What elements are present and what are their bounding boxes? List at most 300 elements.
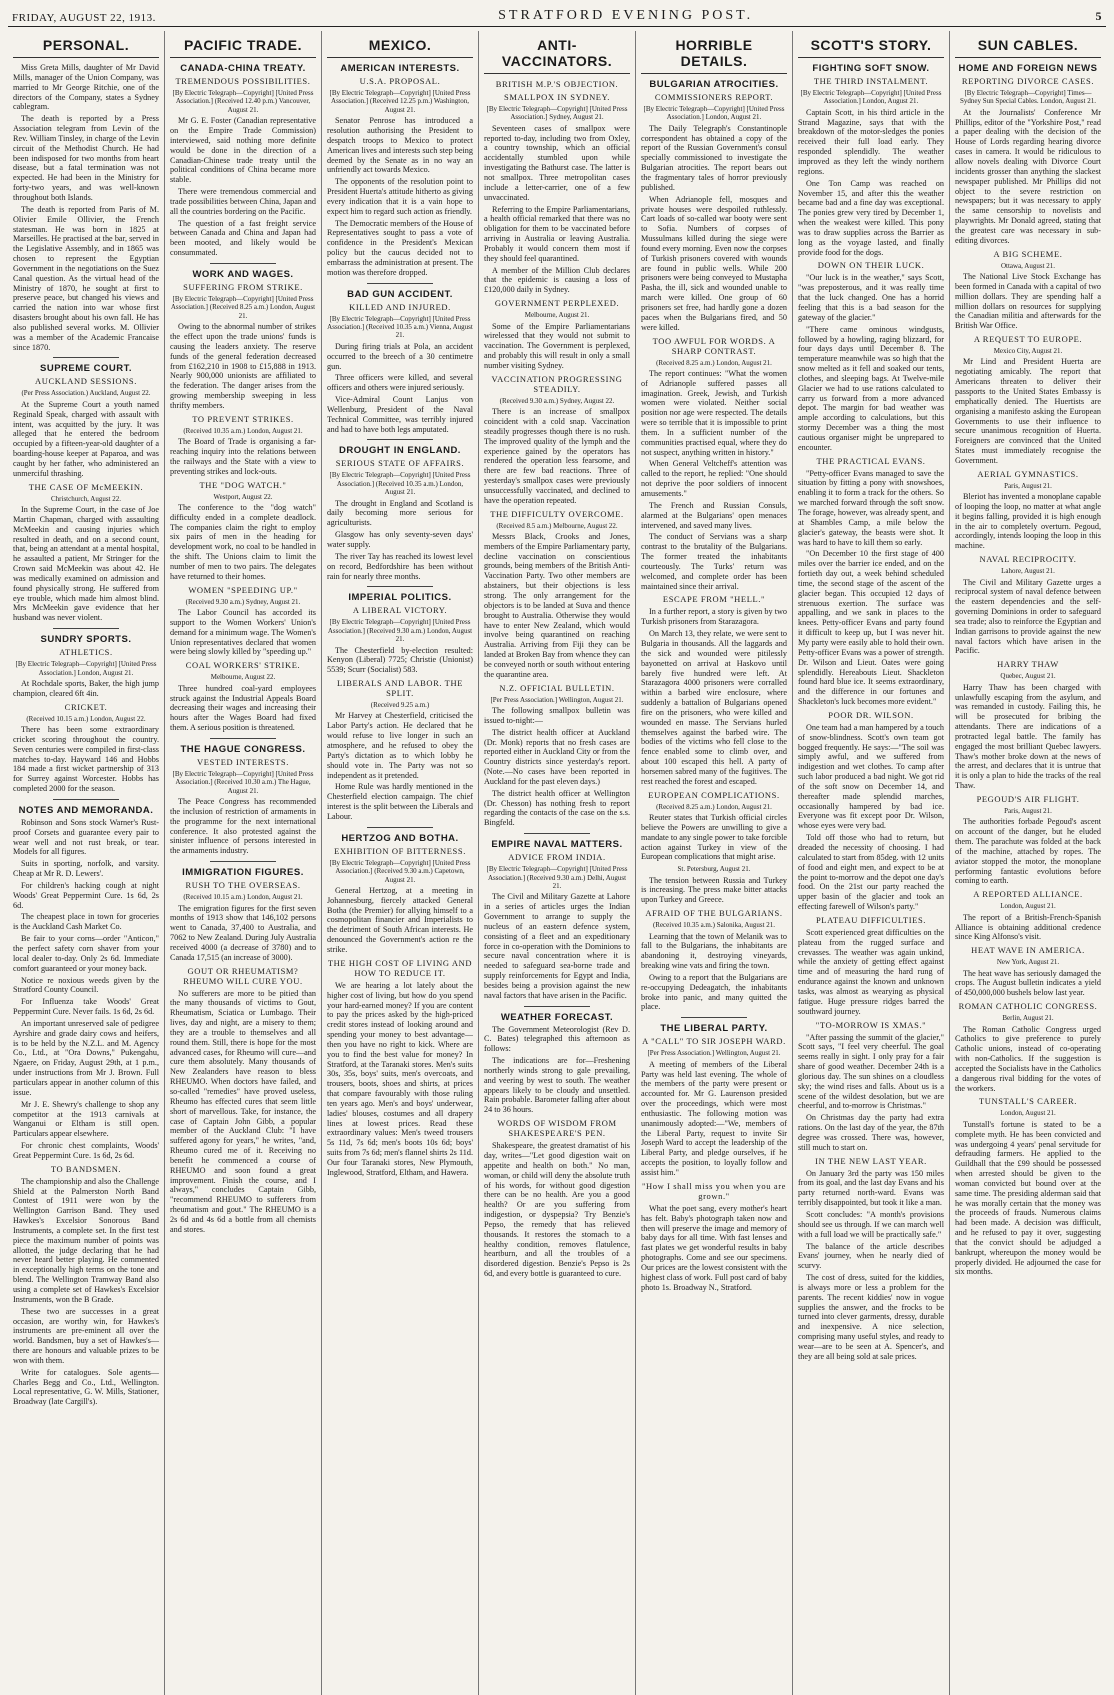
divider bbox=[53, 357, 119, 358]
article-subhead: AFRAID OF THE BULGARIANS. bbox=[645, 908, 783, 919]
article bbox=[955, 554, 1101, 656]
paragraph: Seventeen cases of smallpox were reported to-day, including two from Oxley, a country township, which an official accidentally stumbled upon while investigating the Bathurst case. The latter is not smallpox. Three metropolitan cases include a letter-carrier, one of a few unvaccinated. bbox=[484, 123, 630, 202]
paragraph: An important unreserved sale of pedigree Ayrshire and grade dairy cows and heifers, is to be held by the N.Z.L. and M. Agency Co., Ltd., at "Ora Downs," Pukengahu, Ngaere, on Friday, August 29th, at 1 p.m., under instructions from Mr J. Brown. Full particulars appear in another column of this issue. bbox=[13, 1018, 159, 1097]
article bbox=[798, 260, 944, 452]
article-headline: IMMIGRATION FIGURES. bbox=[182, 867, 304, 879]
paragraph: Write for catalogues. Sole agents—Charles Begg and Co., Ltd., Wellington. Local representative, G. W. Mills, Stationer, Broadway (late Cargill's). bbox=[13, 1367, 159, 1407]
article-body bbox=[170, 437, 316, 476]
article-subhead: A "CALL" TO SIR JOSEPH WARD. bbox=[642, 1036, 786, 1047]
article-headline: AMERICAN INTERESTS. bbox=[340, 63, 460, 74]
paragraph: The Labor Council has accorded its support to the Women Workers' Union's demand for a minimum wage. The Women's Union representatives declared that women were being slowly killed by "speeding up." bbox=[170, 608, 316, 657]
article-subhead: TO PREVENT STRIKES. bbox=[192, 413, 294, 424]
dateline: (Received 9.30 a.m.) Sydney, August 22. bbox=[499, 396, 615, 405]
dateline: [By Electric Telegraph—Copyright] [United Press Association.] Sydney, August 21. bbox=[486, 105, 628, 122]
article-body bbox=[798, 469, 944, 707]
article-body bbox=[170, 904, 316, 963]
article-body bbox=[484, 892, 630, 1000]
dateline: St. Petersburg, August 21. bbox=[677, 865, 751, 874]
article-subhead: ESCAPE FROM "HELL." bbox=[662, 594, 766, 605]
article-body bbox=[13, 725, 159, 794]
article-headline: HERTZOG AND BOTHA. bbox=[341, 832, 459, 844]
article-headline: BULGARIAN ATROCITIES. bbox=[649, 79, 779, 90]
article-body bbox=[170, 989, 316, 1235]
paragraph: The death is reported from Paris of M. Olivier Emile Ollivier, the French statesman. He was born in 1825 at Marseilles. He practised at the bar, served in the Legislative Assembly, and in 1865 was chosen to represent the Egyptian Government in the negotiations on the Suez Canal question. As the virtual head of the Ministry of 1870, he sought at first to preserve peace, but changed his views and carried the nation into war whose first disasters brought about his own fall. He has also published several works. M. Ollivier was a member of the Academic Francaise since 1870. bbox=[13, 204, 159, 352]
article-body bbox=[327, 646, 473, 676]
article bbox=[13, 363, 159, 478]
column-header: PERSONAL. bbox=[13, 31, 159, 58]
paragraph: The emigration figures for the first seven months of 1913 show that 146,102 persons went to Canada, 37,400 to Australia, and 7062 to New Zealand. During July Australia received 4000 (a decrease of 3780) and to Canada 17,515 (an increase of 3000). bbox=[170, 903, 316, 962]
article-subhead: VACCINATION PROGRESSING STEADILY. bbox=[491, 373, 623, 394]
paragraph: A member of the Million Club declares that the epidemic is causing a loss of £120,000 daily in Sydney. bbox=[484, 265, 630, 295]
article-body bbox=[641, 813, 787, 862]
column bbox=[950, 31, 1106, 1695]
article-subhead: PLATEAU DIFFICULTIES. bbox=[815, 914, 927, 925]
article-subhead: ROMAN CATHOLIC CONGRESS. bbox=[958, 1001, 1098, 1012]
dateline: London, August 21. bbox=[1000, 1109, 1056, 1118]
article bbox=[170, 966, 316, 1235]
article-headline: DROUGHT IN ENGLAND. bbox=[339, 445, 461, 457]
paragraph: The French and Russian Consuls, alarmed at the Bulgarians' open menaces intervened, and saved many lives. bbox=[641, 500, 787, 530]
divider bbox=[524, 1006, 590, 1007]
article bbox=[170, 744, 316, 856]
paragraph: Robinson and Sons stock Warner's Rust-proof Corsets and guarantee every pair to wear well and not rust break, or tear. Models for all figures. bbox=[13, 817, 159, 857]
paragraph: Some of the Empire Parliamentarians wirelessed that they would not submit to vaccination. The Government is perplexed, and probably this will result in only a small number visiting Sydney. bbox=[484, 321, 630, 370]
paragraph: Mr J. E. Shewry's challenge to shop any competitor at the 1913 carnivals at Wanganui or Eltham is still open. Particulars appear elsewhere. bbox=[13, 1099, 159, 1139]
divider bbox=[53, 628, 119, 629]
dateline: (Received 9.30 a.m.) Sydney, August 21. bbox=[185, 597, 301, 606]
paragraph: Three hundred coal-yard employees struck against the Industrial Appeals Board decreasing their wages and increasing their hours after the Wages Board had fixed them. A serious position is threatened. bbox=[170, 683, 316, 733]
article-body bbox=[641, 876, 787, 906]
article-headline: NOTES AND MEMORANDA. bbox=[18, 804, 154, 816]
dateline: [Per Press Association.] Wellington, August 21. bbox=[647, 1049, 781, 1058]
article bbox=[641, 865, 787, 905]
article bbox=[327, 592, 473, 675]
article bbox=[170, 269, 316, 411]
paragraph: Owing to the abnormal number of strikes the effect upon the trade unions' funds is causing the leaders anxiety. The reserve funds of the general federation decreased from £162,210 in 1908 to £15,888 in 1913. Nearly 900,000 unionists are affiliated to the federation. The danger arises from the growing membership sweeping in less thrifty members. bbox=[170, 322, 316, 410]
dateline: [By Electric Telegraph—Copyright] [United Press Association.] (Received 10.30 a.m.) The Hague, August 21. bbox=[172, 769, 314, 795]
paragraph: Vice-Admiral Count Lanjus von Wellenburg, President of the Naval Technical Committee, was terribly injured and had to have both legs amputated. bbox=[327, 395, 473, 434]
article-body bbox=[170, 116, 316, 258]
article-subhead: SUFFERING FROM STRIKE. bbox=[183, 281, 303, 292]
dateline: New York, August 21. bbox=[996, 958, 1060, 967]
paragraph: The conduct of Servians was a sharp contrast to the brutality of the Bulgarians. The former treated the inhabitants courteously. The Turks' return was welcomed, and complete order has been maintained since their arrival. bbox=[641, 532, 787, 591]
article-body bbox=[484, 322, 630, 371]
paragraph: The district health officer at Auckland (Dr. Monk) reports that no fresh cases are reported either in Auckland City or from the Country districts since yesterday's report. (Note.—No cases have been reported in Auckland for the past eleven days.) bbox=[484, 727, 630, 786]
article-subhead: THE HIGH COST OF LIVING AND HOW TO REDUCE IT. bbox=[327, 957, 473, 978]
dateline: Mexico City, August 21. bbox=[993, 347, 1063, 356]
column-header: ANTI-VACCINATORS. bbox=[484, 31, 630, 74]
paragraph: Referring to the Empire Parliamentarians, a health official remarked that there was no obligation for them to be vaccinated before arriving in Australia or leaving Australia. Probably it would concern them most if they should feel quarantined. bbox=[484, 204, 630, 263]
paragraph: Shakespeare, the greatest dramatist of his day, writes—"Let good digestion wait on appetite and health on both." No man, woman, or child will deny the absolute truth of his words, for without good digestion there can be no health. Are you a good health? Or are you suffering from indigestion, or dyspepsia? Try Benzie's Pepso, the remedy that has relieved thousands. It restores the stomach to a healthy condition, removes flatulence, heartburn, and all the troubles of a disordered digestion. Benzie's Pepso is 2s 6d, and every bottle is guaranteed to cure. bbox=[484, 1141, 630, 1279]
article bbox=[170, 414, 316, 477]
article-body bbox=[955, 578, 1101, 657]
article-headline: WORK AND WAGES. bbox=[192, 268, 294, 280]
paragraph: The Democratic members of the House of Representatives sought to pass a vote of confidence in the President's Mexican policy but the caucus decided not to embarrass the administration at present. The motion was therefore dropped. bbox=[327, 218, 473, 277]
article-subhead: TUNSTALL'S CAREER. bbox=[978, 1096, 1078, 1107]
paragraph: One Ton Camp was reached on November 15, and after this the weather became bad and a fine day was exceptional. The ponies grew very tired by December 1, when the weakest were killed. This pony was to draw supplies across the Barrier as long as the voyage lasted, and finally provide food for the dogs. bbox=[798, 178, 944, 257]
dateline: [By Electric Telegraph—Copyright] [United Press Association.] (Received 12.25 p.m.) Washington, August 21. bbox=[329, 89, 471, 114]
paragraph: Glasgow has only seventy-seven days' water supply. bbox=[327, 530, 473, 549]
article-subhead: HARRY THAW bbox=[997, 659, 1059, 670]
article-headline: THE HAGUE CONGRESS. bbox=[180, 743, 306, 755]
article bbox=[327, 958, 473, 1178]
paragraph: A meeting of members of the Liberal Party was held last evening. The whole of the members of the party were present or accounted for. Mr G. Laurenson presided over the proceedings, which were most enthusiastic. The following motion was unanimously adopted:—"We, members of the Liberal Party, request to invite Sir Joseph Ward to accept the leadership of the Liberal Party, and pledge ourselves, if he accepts the position, to loyally follow and assist him." bbox=[641, 1059, 787, 1177]
paragraph: The cheapest place in town for groceries is the Auckland Cash Market Co. bbox=[13, 912, 159, 932]
article bbox=[484, 839, 630, 1000]
dateline: Lahore, August 21. bbox=[1001, 567, 1055, 576]
article-body bbox=[484, 124, 630, 295]
article bbox=[13, 482, 159, 624]
article-subhead: PEGOUD'S AIR FLIGHT. bbox=[976, 793, 1080, 804]
article-subhead: EXHIBITION OF BITTERNESS. bbox=[334, 845, 466, 856]
article-subhead: WORDS OF WISDOM FROM SHAKESPEARE'S PEN. bbox=[497, 1118, 617, 1139]
article-body bbox=[955, 272, 1101, 331]
dateline: London, August 21. bbox=[1000, 902, 1056, 911]
page-number: 5 bbox=[1095, 9, 1102, 23]
paragraph: The report continues: "What the women of Adrianople suffered passes all imagination. Greek, Jewish, and Turkish women were violated. Neither social position nor age were respected. The details were so terrible that it is impossible to print them. In a sufficient number of the communities practised equal, where they do not suspect, anything written in history." bbox=[641, 368, 787, 457]
article bbox=[641, 908, 787, 1012]
article bbox=[170, 480, 316, 582]
dateline: Berlin, August 21. bbox=[1002, 1014, 1054, 1023]
paragraph: Bleriot has invented a monoplane capable of looping the loop, no matter at what angle it begins falling, provided it is high enough in the air to completely overturn. Pegoud, accordingly, intends looping the loop in this machine. bbox=[955, 492, 1101, 551]
article-subhead: WOMEN "SPEEDING UP." bbox=[188, 584, 298, 595]
paragraph: In the Supreme Court, in the case of Joe Martin Chapman, charged with assaulting McMeekin and causing injuries which resulted in death, and on a second count, that, being an attendant at a mental hospital, he assaulted a patient, Mr Stringer for the Crown said McMeekin was about 42. He was medically examined on admission and found physically strong. He suffered from eye trouble, which made him almost blind. Mrs McMeekin gave evidence that her husband was never violent. bbox=[13, 505, 159, 623]
article-subhead: GOUT OR RHEUMATISM? RHEUMO WILL CURE YOU. bbox=[183, 965, 303, 986]
article bbox=[798, 456, 944, 707]
paragraph: Tunstall's fortune is stated to be a complete myth. He has been convicted and was undergoing 4 years' penal servitude for defrauding farmers. He applied to the Guildhall that the £99 should be possessed when arrested should be given to the woman convicted but bound over at the same time. The presiding alderman said that he was morally certain that the money was the proceeds of frauds. Numerous claims had been made. A decision was difficult, and he refused to pay it over, suggesting that the convict should be adjudged a bankrupt, whereupon the money would be properly divided. He adjourned the case for six months. bbox=[955, 1119, 1101, 1277]
paragraph: Senator Penrose has introduced a resolution authorising the President to despatch troops to Mexico to protect American lives and interests such step being deemed by the Senate as in no way an unfriendly act towards Mexico. bbox=[327, 116, 473, 175]
article-headline: SUNDRY SPORTS. bbox=[40, 634, 132, 646]
article-body bbox=[327, 711, 473, 821]
paragraph: The heat wave has seriously damaged the crops. The August bulletin indicates a yield of 450,000,000 bushels below last year. bbox=[955, 968, 1101, 998]
column bbox=[8, 31, 165, 1695]
dateline: [By Electric Telegraph—Copyright] [United Press Association.] (Received 12.40 p.m.) Vancouver, August 21. bbox=[172, 89, 314, 114]
article-body bbox=[484, 532, 630, 680]
paragraph: "After passing the summit of the glacier," Scott says, "I feel very cheerful. The goal seems really in sight. I only pray for a fair share of good weather. December 24th is a glorious day. The sun shines on a cloudless sky; the wind rises and falls. About us is a scene of the wildest desolation, but we are cheerful, and to-morrow is Christmas." bbox=[798, 1032, 944, 1111]
article-body bbox=[955, 913, 1101, 943]
paragraph: The Chesterfield by-election resulted: Kenyon (Liberal) 7725; Christie (Unionist) 5539; Scurr (Socialist) 583. bbox=[327, 645, 473, 675]
column-header: SUN CABLES. bbox=[955, 31, 1101, 58]
article-headline: FIGHTING SOFT SNOW. bbox=[812, 63, 930, 74]
paragraph: The Peace Congress has recommended the inclusion of restriction of armaments in the programme for the next international conference. It also protested against the sinister influence of persons interested in the armaments industry. bbox=[170, 797, 316, 856]
article bbox=[955, 889, 1101, 942]
paragraph: Home Rule was hardly mentioned in the Chesterfield election campaign. The chief interest is the split between the Liberals and Labour. bbox=[327, 782, 473, 821]
article-body bbox=[955, 969, 1101, 999]
article-subhead: THE "DOG WATCH." bbox=[199, 479, 287, 490]
dateline: [By Electric Telegraph—Copyright] [United Press Association.] London, August 21. bbox=[800, 89, 942, 106]
article-body bbox=[641, 124, 787, 333]
article-body bbox=[641, 1204, 787, 1293]
article bbox=[955, 1096, 1101, 1277]
article bbox=[13, 805, 159, 1161]
dateline: [By Electric Telegraph—Copyright] Times—Sydney Sun Special Cables. London, August 21. bbox=[960, 89, 1096, 106]
paragraph: The authorities forbade Pegoud's ascent on account of the danger, but he eluded them. The parachute was folded at the back of the machine, attached by ropes. The aviator stopped the motor, the monoplane performing fantastic evolutions before coming to earth. bbox=[955, 817, 1101, 886]
article bbox=[327, 63, 473, 278]
paragraph: We are hearing a lot lately about the higher cost of living, but how do you spend your hard-earned money? If you are content to pay the prices asked by the high-priced credit stores instead of looking around and spending your money to best advantage—then you have no right to kick. Where are you to find the best value for money? In Stratford, at the Taranaki stores. Men's suits 30s, 35s, boys' suits, men's overcoats, and trousers, boots, shoes and shirts, at prices that compare favourably with those ruling ten years ago. Men's and boys' underwear, ladies' blouses, costumes and all drapery lines at lowest prices. Read these extraordinary values: Men's tweed trousers 5s 11d, 7s 6d; men's boots 10s 6d; boys' suits from 7s 6d; men's flannel shirts 2s 11d. Our four Taranaki stores, New Plymouth, Inglewood, Stratford, Eltham, and Hawera. bbox=[327, 980, 473, 1177]
divider bbox=[367, 827, 433, 828]
article-body bbox=[327, 886, 473, 955]
paragraph: The indications are for—Freshening northerly winds strong to gale prevailing, and veering by west to south. The weather appears likely to be cloudy and unsettled. Rain probable. Barometer falling after about 24 to 36 hours. bbox=[484, 1056, 630, 1115]
dateline: (Received 9.25 a.m.) bbox=[370, 701, 430, 710]
article-body bbox=[327, 499, 473, 582]
paragraph: Be fair to your corns—order "Anticon," the perfect safety corn shaver from your local dealer to-day. Only 2s 6d. Immediate comfort guaranteed or your money back. bbox=[13, 934, 159, 973]
paragraph: At the Journalists' Conference Mr Phillips, editor of the "Yorkshire Post," read a paper dealing with the decision of the House of Lords regarding hearing divorce cases in camera. It would be ridiculous to allow novels dealing with Divorce Court incidents grosser than anything the slackest newspaper published. Mr Phillips did not object to the severe restriction on newspapers; but it was necessary to apply the same censorship to novelists and playwrights. Mr Donald agreed, stating that the greatest care was necessary in sub-editing divorces. bbox=[955, 107, 1101, 245]
paragraph: The Government Meteorologist (Rev D. C. Bates) telegraphed this afternoon as follows: bbox=[484, 1024, 630, 1054]
article-body bbox=[641, 607, 787, 786]
paragraph: The question of a fast freight service between Canada and China and Japan had been mooted, and likely would be consummated. bbox=[170, 218, 316, 258]
article-body bbox=[170, 684, 316, 733]
article bbox=[484, 1118, 630, 1279]
article-subhead: THE PRACTICAL EVANS. bbox=[816, 455, 926, 466]
column bbox=[165, 31, 322, 1695]
article bbox=[327, 289, 473, 435]
article bbox=[641, 594, 787, 786]
article-body bbox=[641, 1060, 787, 1178]
article-subhead: REPORTING DIVORCE CASES. bbox=[961, 76, 1095, 86]
paragraph: Reuter states that Turkish official circles believe the Powers are unwilling to give a mandate to any single power to take forcible action against Turkey in view of the European complications that might arise. bbox=[641, 813, 787, 862]
dateline: Ottawa, August 21. bbox=[1000, 261, 1056, 270]
paragraph: Owing to a report that the Bulgarians are re-occupying Dedeagatch, the inhabitants broke into panic, and many quitted the place. bbox=[641, 972, 787, 1012]
dateline: [By Electric Telegraph—Copyright] [United Press Association.] London, August 21. bbox=[15, 660, 157, 677]
article-headline: HOME AND FOREIGN NEWS bbox=[958, 63, 1098, 74]
paragraph: The following smallpox bulletin was issued to-night:— bbox=[484, 706, 630, 725]
article-body bbox=[170, 797, 316, 856]
dateline: Christchurch, August 22. bbox=[51, 494, 121, 503]
paragraph: What the poet sang, every mother's heart has felt. Baby's photograph taken now and then will preserve the image and memory of baby days for all time. With fast lenses and fast plates we get wonderful results in baby photographs. Come and see our specimens. Our prices are the lowest consistent with the highest class of work. Full post card of baby photo 1s. Broadway N., Stratford. bbox=[641, 1203, 787, 1292]
column-header: HORRIBLE DETAILS. bbox=[641, 31, 787, 74]
article-headline: THE LIBERAL PARTY. bbox=[660, 1023, 768, 1035]
paragraph: On Christmas day the party had extra rations. On the last day of the year, the 87th degree was crossed. There was, however, still much to start on. bbox=[798, 1113, 944, 1152]
article-body bbox=[955, 683, 1101, 791]
article-subhead: IN THE NEW LAST YEAR. bbox=[815, 1155, 927, 1166]
article-body bbox=[484, 1141, 630, 1279]
article-subhead: U.S.A. PROPOSAL. bbox=[359, 76, 441, 86]
article bbox=[484, 1012, 630, 1116]
article-subhead: A REPORTED ALLIANCE. bbox=[973, 889, 1083, 900]
paragraph: Captain Scott, in his third article in the Strand Magazine, says that with the breakdown of the motor-sledges the ponies received their full load early. They responded splendidly. The weather improved as they left the windy northern regions. bbox=[798, 107, 944, 176]
paragraph: The Roman Catholic Congress urged Catholics to give preference to purely Catholic unions, instead of co-operating with non-Catholics. If the suggestion is accepted the Socialists have in the Catholics a dangerous rival bidding for the votes of the workers. bbox=[955, 1024, 1101, 1093]
article-body bbox=[13, 63, 159, 352]
column bbox=[322, 31, 479, 1695]
masthead bbox=[8, 6, 1106, 27]
issue-date: FRIDAY, AUGUST 22, 1913. bbox=[12, 12, 156, 24]
article-body bbox=[955, 1025, 1101, 1094]
paragraph: The opponents of the resolution point to President Huerta's attitude hitherto as giving every indication that it is a vain hope to expect him to regard such action as friendly. bbox=[327, 177, 473, 216]
article bbox=[170, 585, 316, 658]
dateline: (Received 10.35 a.m.) Salonika, August 21. bbox=[652, 921, 776, 930]
paragraph: "Petty-officer Evans managed to save the situation by fitting a pony with snowshoes, enabling it to form a track for the others. So we marched forward through the soft snow. The forage, however, was already spent, and at Shambles Camp, a mile below the glacier's gateway, the beasts were shot. It was hard to have to kill them so early. bbox=[798, 468, 944, 547]
paragraph: The Daily Telegraph's Constantinople correspondent has obtained a copy of the report of the Russian Government's consul specially commissioned to investigate the Bulgarian atrocities. The report bears out the fragmentary tales of horror previously published. bbox=[641, 123, 787, 192]
paragraph: The Civil and Military Gazette at Lahore in a series of articles urges the Indian Government to arrange to supply the nucleus of an eastern defence system, consisting of a fleet and an expeditionary force in co-operation with the Dominions to secure naval concentration where it is needed to safeguard sea-borne trade and supply reinforcements for Egypt and India, besides being a provision against the new naval factors that have arisen in the Pacific. bbox=[484, 892, 630, 1000]
paragraph: The district health officer at Wellington (Dr. Chesson) has nothing fresh to report regarding the contacts of the case on the s.s. Bingfeld. bbox=[484, 788, 630, 828]
dateline: [By Electric Telegraph—Copyright] [United Press Association.] (Received 9.30 a.m.) London, August 21. bbox=[327, 618, 473, 644]
paragraph: The National Live Stock Exchange has been formed in Canada with a capital of two million dollars. They are spending half a million dollars on resources for supplying the Canadian militia and afterwards for the British War Office. bbox=[955, 271, 1101, 331]
dateline: Melbourne, August 21. bbox=[524, 311, 590, 320]
dateline: (Received 8.25 a.m.) London, August 21. bbox=[656, 802, 772, 811]
article-subhead: AUCKLAND SESSIONS. bbox=[35, 376, 137, 387]
article-subhead: POOR DR. WILSON. bbox=[828, 709, 914, 720]
article-subhead: LIBERALS AND LABOR. THE SPLIT. bbox=[336, 678, 464, 699]
paragraph: The cost of dress, suited for the kiddies, is always more or less a problem for the parents. The recent kiddies' now in vogue supplies the answer, and the frocks to be turned into clever garments, dressy, durable and inexpensive. A nice selection, comprising many useful styles, and ready to wear—are to be seen at A. Spencer's, and they are all being sold at sale prices. bbox=[798, 1273, 944, 1361]
paragraph: "There came ominous windgusts, followed by a howling, raging blizzard, for four days days until December 8. The temperature meanwhile was so high that the snow melted as it fell and soaked our tents, clothes, and sleeping bags. At Twelve-mile Glacier we had to use rations calculated to carry us forward from a more advanced depot. The margin for bad weather was ample according to calculations, but this stormy December was a thing the most cautious organiser might be unprepared to encounter. bbox=[798, 324, 944, 452]
article-body bbox=[13, 1177, 159, 1407]
dateline: (Received 10.15 a.m.) London, August 22. bbox=[26, 714, 146, 723]
dateline: (Received 10.35 a.m.) London, August 21. bbox=[183, 426, 303, 435]
article-subhead: COMMISSIONERS REPORT. bbox=[654, 92, 774, 102]
paragraph: For children's hacking cough at night Woods' Great Peppermint Cure. 1s 6d, 2s 6d. bbox=[13, 880, 159, 910]
paragraph: Scott concludes: "A month's provisions should see us through. If we can march well with a full load we will be practically safe." bbox=[798, 1210, 944, 1239]
paper-name: STRATFORD EVENING POST. bbox=[498, 8, 754, 23]
article-subhead: TO BANDSMEN. bbox=[50, 1163, 122, 1174]
dateline: (Per Press Association.) Auckland, August 22. bbox=[21, 389, 151, 398]
paragraph: Mr Lind and President Huerta are negotiating amicably. The report that Americans threaten to deliver their passports to the United States Embassy is emphatically denied. The Huertists are organising a manifesto asking the European Governments to use their influence to secure unanimous recognition of Huerta. Foreigners are convinced that the United States must immediately recognise the Government. bbox=[955, 357, 1101, 465]
dateline: Paris, August 21. bbox=[1004, 481, 1052, 490]
divider bbox=[524, 833, 590, 834]
dateline: (Received 8.25 a.m.) London, August 21. bbox=[656, 358, 772, 367]
paragraph: The tension between Russia and Turkey is increasing. The press make bitter attacks upon Turkey and Greece. bbox=[641, 875, 787, 905]
article bbox=[955, 794, 1101, 886]
article-subhead: N.Z. OFFICIAL BULLETIN. bbox=[499, 682, 615, 693]
article-body bbox=[798, 723, 944, 912]
paragraph: The championship and also the Challenge Shield at the Palmerston North Band Contest of 1911 were won by the Wellington Garrison Band. They used Hawkes's Excelsior Sonorous Band Instruments, a complete set. In the first test piece the maximum number of points was allotted, the judge declaring that he had never heard better playing. He commented in exceptionally high terms on the tone and blend. The Wellington Tramway Band also using a complete set of Hawkes's Excelsior Instruments, won the B Grade. bbox=[13, 1176, 159, 1304]
article bbox=[955, 1001, 1101, 1093]
article-subhead: AERIAL GYMNASTICS. bbox=[977, 468, 1079, 479]
paragraph: Mr G. E. Foster (Canadian representative on the Empire Trade Commission) interviewed, said nothing more definite would be done in the direction of a Canadian-Chinese trade treaty until the political conditions of China became more stable. bbox=[170, 116, 316, 185]
article-body bbox=[13, 679, 159, 699]
paragraph: These two are successes in a great occasion, are worthy win, for Hawkes's instruments are pre-eminent all over the world. Bandsmen, buy a set of Hawkes's—there are honours and valuable prizes to be won with them. bbox=[13, 1306, 159, 1365]
paragraph: Three officers were killed, and several officers and others were injured seriously. bbox=[327, 373, 473, 393]
article-body bbox=[13, 818, 159, 1161]
column-header: SCOTT'S STORY. bbox=[798, 31, 944, 58]
article bbox=[484, 683, 630, 829]
article bbox=[955, 63, 1101, 246]
article bbox=[955, 249, 1101, 331]
column bbox=[793, 31, 950, 1695]
paragraph: The conference to the "dog watch" difficulty ended in a complete deadlock. The companies claim the right to employ six pairs of men in the heading for development work, no coal to be handled in the shift. The Unions claim to limit the number of men to two pairs. The delegates have returned to their homes. bbox=[170, 502, 316, 581]
column-header: MEXICO. bbox=[327, 31, 473, 58]
article-subhead: NAVAL RECIPROCITY. bbox=[979, 554, 1077, 565]
article-subhead: HEAT WAVE IN AMERICA. bbox=[971, 945, 1085, 956]
paragraph: One team had a man hampered by a touch of snow-blindness. Scott's own team got bogged frequently. He says:—"The soil was simply awful, and we suffered from indigestion and wet clothes. To camp after such labor produced a bad night. We got rid of the soft snow on December 14, and thereafter made splendid marches, occasionally hampered by bad ice. Everyone was fit except poor Dr. Wilson, whose eyes were very bad. bbox=[798, 722, 944, 831]
article-subhead: A BIG SCHEME. bbox=[993, 248, 1063, 259]
article bbox=[798, 1020, 944, 1153]
article bbox=[955, 945, 1101, 998]
paragraph: When Adrianople fell, mosques and private houses were despoiled ruthlessly. Cart loads of so-called war booty were sent to Sofia. Numbers of corpses of Mussulmans killed during the siege were found every morning. Even now the corpses of Turkish prisoners covered with wounds are found in public wells. While 200 prisoners were being conveyed to Mustapha Pasha, the ill, sick and wounded unable to march were killed. One group of 60 prisoners set free, had hardly gone a dozen paces when the Bulgarians fired, and 50 were killed. bbox=[641, 194, 787, 332]
column bbox=[636, 31, 793, 1695]
article-body bbox=[327, 342, 473, 435]
article-subhead: GOVERNMENT PERPLEXED. bbox=[494, 298, 620, 309]
article-headline: EMPIRE NAVAL MATTERS. bbox=[491, 839, 623, 851]
article-subhead: RUSH TO THE OVERSEAS. bbox=[185, 880, 301, 891]
paragraph: Told off those who had to return, but dreaded the necessity of choosing. I had calculated to start from 85deg. with 12 units of food and eight men, and expect to be at the point to-morrow and the depot one day's food. On the 21st our party reached the upper basin of the glacier and took an effecting farewell of Wilson's party." bbox=[798, 833, 944, 912]
dateline: [Per Press Association.] Wellington, August 21. bbox=[490, 695, 624, 704]
paragraph: At Rochdale sports, Baker, the high jump champion, cleared 6ft 4in. bbox=[13, 678, 159, 698]
divider bbox=[367, 586, 433, 587]
article-body bbox=[327, 116, 473, 278]
paragraph: There is an increase of smallpox coincident with a cold snap. Vaccination steadily progresses though there is no rush. The improved quality of the lymph and the experience gained by the operators has rendered the operation less fearsome, and there are few bad reactions. Three of yesterday's smallpox cases were previously unsuccessfully vaccinated, and declined to have the operation repeated. bbox=[484, 407, 630, 505]
paragraph: There were tremendous commercial and trade possibilities between China, Japan and all the countries bordering on the Pacific. bbox=[170, 187, 316, 216]
article-body bbox=[170, 503, 316, 582]
article-body bbox=[798, 1033, 944, 1153]
paragraph: "Our luck is in the weather," says Scott, "was preposterous, and it was really time that the luck changed. One has a horrid feeling that this is a bad season for the gateway of the glacier." bbox=[798, 273, 944, 322]
article-subhead: THE THIRD INSTALMENT. bbox=[813, 76, 929, 86]
paragraph: Miss Greta Mills, daughter of Mr David Mills, manager of the Union Company, was married to Mr George Ritchie, one of the directors of the Company, states a Sydney cablegram. bbox=[13, 63, 159, 112]
paragraph: The balance of the article describes Evans' journey, when he nearly died of scurvy. bbox=[798, 1241, 944, 1271]
paragraph: The death is reported by a Press Association telegram from Levin of the Rev. William Tinsley, in charge of the Levin circuit of the Methodist Church. He had been indisposed for two months from heart disease, but a fatal termination was not expected. He had been in the Ministry for forty-two years, and was well-known throughout both Islands. bbox=[13, 114, 159, 202]
dateline: Quebec, August 21. bbox=[1000, 672, 1056, 681]
article-subhead: CRICKET. bbox=[64, 701, 108, 712]
dateline: Westport, August 22. bbox=[213, 492, 273, 501]
article-headline: WEATHER FORECAST. bbox=[500, 1011, 614, 1023]
article-subhead: A REQUEST TO EUROPE. bbox=[973, 334, 1083, 345]
article-body bbox=[327, 981, 473, 1178]
article-body bbox=[798, 273, 944, 452]
article bbox=[327, 678, 473, 822]
divider bbox=[210, 263, 276, 264]
article bbox=[484, 79, 630, 89]
paragraph: General Hertzog, at a meeting in Johannesburg, fiercely attacked General Botha (the Premier) for allying himself to a cosmopolitan financier and Imperialists to the detriment of South African interests. He denounced the Government's action re the strike. bbox=[327, 885, 473, 954]
article-body bbox=[798, 928, 944, 1017]
article-subhead: "TO-MORROW IS XMAS." bbox=[815, 1019, 927, 1030]
article-body bbox=[170, 608, 316, 657]
article-body bbox=[13, 400, 159, 479]
article bbox=[798, 915, 944, 1017]
article bbox=[170, 63, 316, 258]
paragraph: The river Tay has reached its lowest level on record, Bedfordshire has been without rain for nearly three months. bbox=[327, 551, 473, 581]
paragraph: There has been some extraordinary cricket scoring throughout the country. Seven centuries were compiled in first-class matches to-day. Hayward 146 and Hobbs 184 made a first wicket partnership of 313 for Surrey against Worcester. Hobbs has completed 2000 for the season. bbox=[13, 724, 159, 794]
article-body bbox=[798, 108, 944, 258]
paragraph: Suits in sporting, norfolk, and varsity. Cheap at Mr R. D. Lewers'. bbox=[13, 859, 159, 879]
paragraph: Learning that the town of Melanik was to fall to the Bulgarians, the inhabitants are abandoning it, destroying vineyards, breaking wine vats and firing the town. bbox=[641, 931, 787, 971]
article-subhead: KILLED AND INJURED. bbox=[349, 301, 451, 312]
article bbox=[170, 867, 316, 962]
article bbox=[484, 509, 630, 680]
article bbox=[641, 790, 787, 863]
paragraph: Notice re noxious weeds given by the Stratford County Council. bbox=[13, 975, 159, 995]
article bbox=[641, 1023, 787, 1178]
article-headline: CANADA-CHINA TREATY. bbox=[180, 63, 306, 74]
article bbox=[13, 702, 159, 794]
article-subhead: TREMENDOUS POSSIBILITIES. bbox=[175, 76, 311, 86]
article-subhead: COAL WORKERS' STRIKE. bbox=[185, 660, 301, 671]
paragraph: In a further report, a story is given by two Turkish prisoners from Starazagora. bbox=[641, 607, 787, 627]
article-subhead: EUROPEAN COMPLICATIONS. bbox=[648, 789, 780, 800]
article bbox=[641, 79, 787, 333]
dateline: (Received 8.5 a.m.) Melbourne, August 22. bbox=[496, 521, 618, 530]
divider bbox=[210, 738, 276, 739]
article-body bbox=[641, 932, 787, 1013]
paragraph: For Influenza take Woods' Great Peppermint Cure. Never fails. 1s 6d, 2s 6d. bbox=[13, 997, 159, 1017]
article-subhead: TOO AWFUL FOR WORDS. A SHARP CONTRAST. bbox=[652, 335, 776, 356]
article bbox=[484, 298, 630, 371]
divider bbox=[681, 1017, 747, 1018]
column bbox=[479, 31, 636, 1695]
article-subhead: DOWN ON THEIR LUCK. bbox=[817, 260, 925, 271]
paragraph: For chronic chest complaints, Woods' Great Peppermint Cure. 1s 6d, 2s 6d. bbox=[13, 1141, 159, 1160]
article-subhead: ADVICE FROM INDIA. bbox=[508, 852, 606, 863]
column-header: PACIFIC TRADE. bbox=[170, 31, 316, 58]
article-body bbox=[955, 817, 1101, 886]
article-body bbox=[798, 1169, 944, 1362]
article-subhead: A LIBERAL VICTORY. bbox=[352, 605, 448, 616]
paragraph: On January 3rd the party was 150 miles from its goal, and the last day Evans and his party returned north-ward. Evans was terribly disappointed, but took it like a man. bbox=[798, 1168, 944, 1208]
article-body bbox=[484, 1025, 630, 1116]
article-body bbox=[641, 369, 787, 592]
dateline: (Received 10.15 a.m.) London, August 21. bbox=[183, 893, 303, 902]
article-subhead: SMALLPOX IN SYDNEY. bbox=[504, 92, 610, 102]
paragraph: No sufferers are more to be pitied than the many thousands of victims to Gout, Rheumatism, Sciatica or Lumbago. Their lives, day and night, are a misery to them; they are a trouble to themselves and all round them. Still, there is hope for the most advanced cases, for Rheumo will cure—and cure them absolutely. Many thousands of New Zealanders have reason to bless RHEUMO. When doctors have failed, and so-called "remedies" have proved useless, Rheumo has effected cures that seem little short of marvellous. Take, for instance, the case of Captain John Gibb, a popular member of the Auckland Club: "I have suffered agony for years," he writes, "and, Rheumo cured me of it. Receiving no benefit he commenced a course of RHEUMO and soon found a great improvement. Finish the course, and I always," concludes Captain Gibb, "recommend RHEUMO to sufferers from rheumatism and gout." The RHEUMO is a 2s 6d and 4s 6d a bottle from all chemists and stores. bbox=[170, 988, 316, 1234]
article-subhead: VESTED INTERESTS. bbox=[197, 756, 289, 767]
